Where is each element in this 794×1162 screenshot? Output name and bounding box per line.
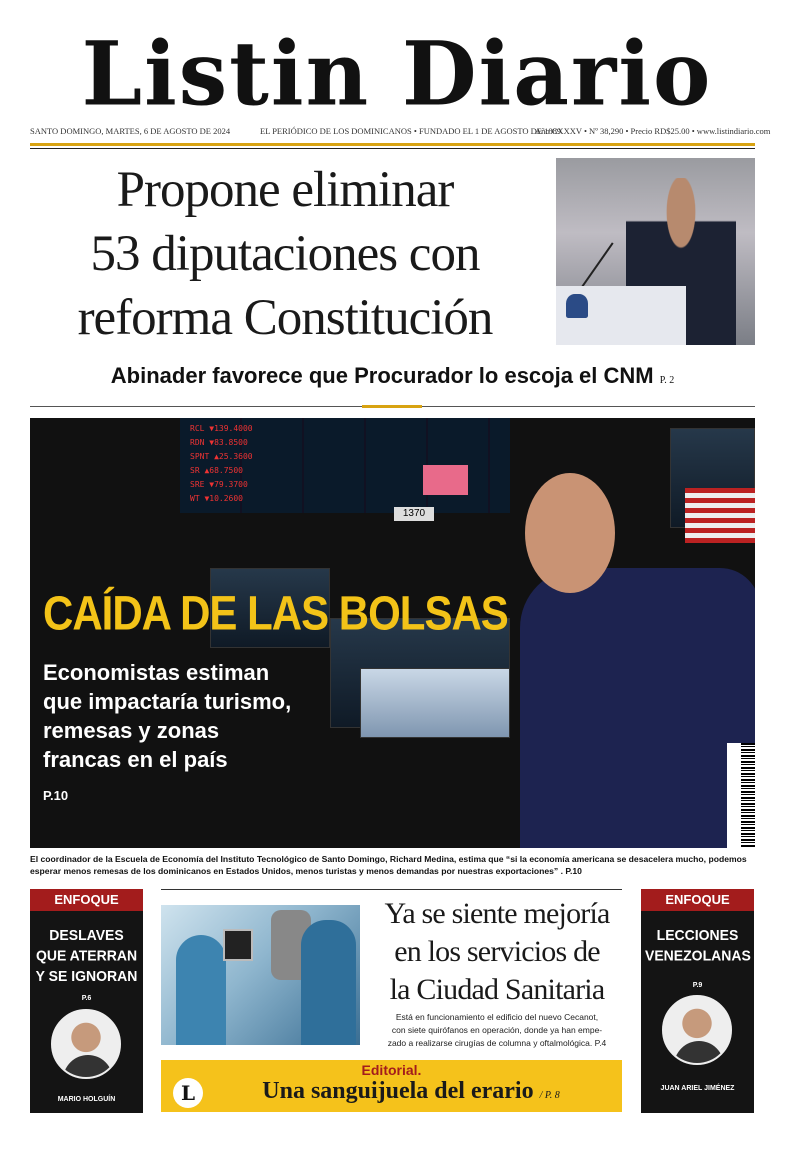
barcode xyxy=(727,743,755,848)
markets-caption: El coordinador de la Escuela de Economía del Instituto Tecnológico de Santo Domingo, Richard Medina, estima que “si la economía americana se desacelera mucho, podemos esperar menos remesas de los dominicanos en Estados Unidos, menos turistas y menos demandas por nuestras exportaciones” . P.10 xyxy=(30,854,747,876)
editorial-title xyxy=(211,1078,611,1105)
surgeon-figure xyxy=(176,935,226,1045)
author-avatar xyxy=(662,995,732,1065)
health-body-line: Está en funcionamiento el edificio del nuevo Cecanot, xyxy=(395,1012,599,1022)
trader-head xyxy=(525,473,615,593)
lead-subhead[interactable] xyxy=(30,363,755,389)
post-badge: 1370 xyxy=(394,507,434,521)
markets-deck-line: remesas y zonas xyxy=(43,718,220,743)
health-headline[interactable] xyxy=(370,895,624,1009)
health-body-line: zado a realizarse cirugías de columna y oftalmológica. P.4 xyxy=(387,1038,607,1048)
editorial-page: / P. 8 xyxy=(539,1090,560,1101)
column-tag: ENFOQUE xyxy=(641,889,754,911)
lead-headline-line: Propone eliminar xyxy=(116,162,454,218)
markets-deck-line: Economistas estiman xyxy=(43,660,270,685)
masthead-logo: Listin Diario xyxy=(81,22,713,126)
column-author: JUAN ARIEL JIMÉNEZ xyxy=(660,1085,735,1092)
dateline xyxy=(30,126,771,138)
column-title-line: DESLAVES xyxy=(49,926,124,944)
lead-subhead-page: P. 2 xyxy=(659,375,675,386)
ticker-row: SRE ▼79.3700 xyxy=(190,480,248,489)
markets-kicker: CAÍDA DE LAS BOLSAS xyxy=(43,586,508,641)
surgeon-figure xyxy=(301,920,356,1045)
markets-deck-line: francas en el país xyxy=(43,747,228,772)
column-author: MARIO HOLGUÍN xyxy=(57,1096,116,1103)
health-body-line: con siete quirófanos en operación, donde ya han empe- xyxy=(391,1025,603,1035)
header-thin-rule xyxy=(30,148,755,149)
dateline-motto: EL PERIÓDICO DE LOS DOMINICANOS • FUNDADO EL 1 DE AGOSTO DE 1889 xyxy=(260,126,562,136)
ticker-row: SR ▲68.7500 xyxy=(190,466,243,475)
seal-icon xyxy=(566,294,588,318)
column-title-line: QUE ATERRAN xyxy=(35,946,138,964)
health-rule xyxy=(161,889,622,890)
health-photo xyxy=(161,905,360,1045)
markets-deck-line: que impactaría turismo, xyxy=(43,689,292,714)
header-gold-rule xyxy=(30,143,755,146)
column-page: P.6 xyxy=(81,995,92,1002)
lead-headline[interactable] xyxy=(30,158,540,350)
health-headline-line: en los servicios de xyxy=(394,935,600,968)
flag xyxy=(685,488,755,543)
screen-logo xyxy=(423,465,468,495)
monitor xyxy=(360,668,510,738)
lead-photo xyxy=(556,158,755,345)
editorial-label: Editorial. xyxy=(361,1062,422,1078)
trader-jacket xyxy=(520,568,755,848)
lead-headline-line: 53 diputaciones con xyxy=(90,226,480,282)
lead-headline-line: reforma Constitución xyxy=(77,290,493,346)
monitor xyxy=(223,929,253,961)
column-title xyxy=(34,925,139,987)
column-title-line: LECCIONES xyxy=(656,926,739,944)
health-body xyxy=(370,1011,624,1050)
microphone xyxy=(580,242,613,288)
ticker-row: RDN ▼83.8500 xyxy=(190,438,248,447)
listin-logo-icon: L xyxy=(173,1078,203,1108)
markets-feature[interactable] xyxy=(30,418,755,848)
column-title xyxy=(645,925,750,966)
editorial-box[interactable] xyxy=(161,1060,622,1112)
column-tag: ENFOQUE xyxy=(30,889,143,911)
left-column-enfoque[interactable] xyxy=(30,889,143,1113)
column-page: P.9 xyxy=(692,982,703,989)
ticker-row: SPNT ▲25.3600 xyxy=(190,452,253,461)
section-rule-accent xyxy=(362,405,422,408)
dateline-edition: Año CXXXV • Nº 38,290 • Precio RD$25.00 • www.listindiario.com xyxy=(535,126,771,136)
column-title-line: VENEZOLANAS xyxy=(645,946,751,964)
editorial-title-text: Una sanguijuela del erario xyxy=(262,1078,534,1104)
lead-subhead-text: Abinader favorece que Procurador lo escoja el CNM xyxy=(110,363,654,388)
markets-deck xyxy=(43,658,363,774)
column-title-line: Y SE IGNORAN xyxy=(35,967,138,985)
ticker-row: RCL ▼139.4000 xyxy=(190,424,253,433)
right-column-enfoque[interactable] xyxy=(641,889,754,1113)
health-headline-line: la Ciudad Sanitaria xyxy=(389,973,605,1006)
dateline-date: SANTO DOMINGO, MARTES, 6 DE AGOSTO DE 2024 xyxy=(30,126,231,136)
health-headline-line: Ya se siente mejoría xyxy=(384,897,610,930)
markets-page-ref: P.10 xyxy=(43,788,69,803)
author-avatar xyxy=(51,1009,121,1079)
ticker-row: WT ▼10.2600 xyxy=(190,494,243,503)
